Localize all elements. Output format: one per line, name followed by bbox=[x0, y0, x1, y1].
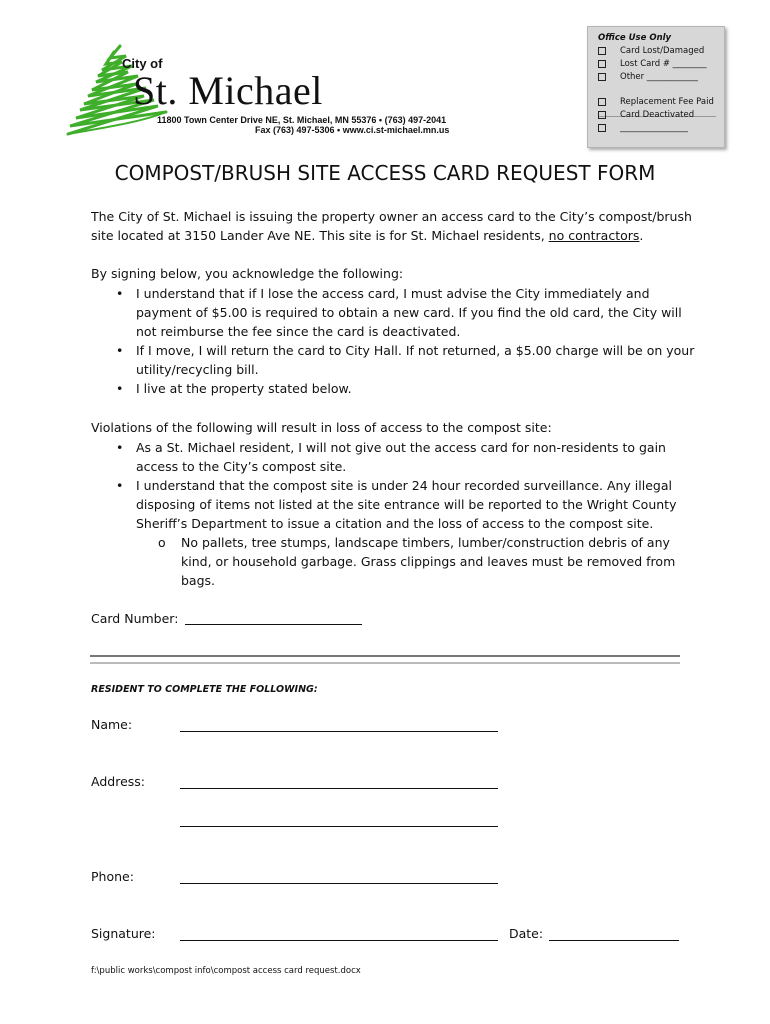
checkbox-icon[interactable] bbox=[598, 73, 606, 81]
sub-bullet-icon: o bbox=[158, 535, 166, 550]
list-item: I understand that if I lose the access card, I must advise the City immediately and payment of $5.00 is required to obtain a new card. If you find the old card, the City will not reimburse the fee since the card is deactivated. bbox=[136, 286, 682, 339]
file-path-footer: f:\public works\compost info\compost access card request.docx bbox=[91, 966, 361, 976]
acknowledge-heading: By signing below, you acknowledge the following: bbox=[91, 266, 404, 281]
office-use-item[interactable]: ________________ bbox=[598, 123, 688, 133]
office-use-item[interactable]: Replacement Fee Paid bbox=[598, 97, 714, 107]
list-item: I live at the property stated below. bbox=[136, 381, 352, 396]
address-field-line1[interactable] bbox=[180, 788, 498, 789]
checkbox-icon[interactable] bbox=[598, 60, 606, 68]
checkbox-icon[interactable] bbox=[598, 124, 606, 132]
sub-list-item: No pallets, tree stumps, landscape timbers, lumber/construction debris of any kind, or household garbage. Grass clippings and leaves must be removed from bags. bbox=[181, 535, 676, 588]
bullet-icon: • bbox=[116, 478, 124, 493]
logo-address-line2: Fax (763) 497-5306 • www.ci.st-michael.mn.us bbox=[255, 125, 450, 135]
office-use-item[interactable]: Card Lost/Damaged bbox=[598, 46, 704, 56]
office-use-item[interactable]: Other ____________ bbox=[598, 72, 698, 82]
list-item: As a St. Michael resident, I will not give out the access card for non-residents to gain access to the City’s compost site. bbox=[136, 440, 666, 474]
bullet-icon: • bbox=[116, 440, 124, 455]
logo-city-name: St. Michael bbox=[133, 68, 323, 113]
date-field[interactable] bbox=[549, 940, 679, 941]
office-use-item[interactable]: Card Deactivated bbox=[598, 110, 694, 120]
phone-field[interactable] bbox=[180, 883, 498, 884]
phone-label: Phone: bbox=[91, 869, 134, 884]
name-field[interactable] bbox=[180, 731, 498, 732]
date-label: Date: bbox=[509, 926, 544, 941]
logo-city-of: City of bbox=[122, 56, 163, 71]
bullet-icon: • bbox=[116, 286, 124, 301]
address-label: Address: bbox=[91, 774, 145, 789]
bullet-icon: • bbox=[116, 381, 124, 396]
card-number-label: Card Number: bbox=[91, 611, 179, 626]
card-number-field[interactable] bbox=[185, 624, 362, 625]
signature-field[interactable] bbox=[180, 940, 498, 941]
signature-label: Signature: bbox=[91, 926, 156, 941]
logo-address-line1: 11800 Town Center Drive NE, St. Michael, MN 55376 • (763) 497-2041 bbox=[157, 115, 447, 125]
page-title: COMPOST/BRUSH SITE ACCESS CARD REQUEST FORM bbox=[114, 161, 656, 185]
checkbox-icon[interactable] bbox=[598, 111, 606, 119]
section-divider bbox=[90, 655, 680, 664]
violations-heading: Violations of the following will result in loss of access to the compost site: bbox=[91, 420, 552, 435]
checkbox-icon[interactable] bbox=[598, 47, 606, 55]
office-use-box bbox=[587, 26, 725, 148]
name-label: Name: bbox=[91, 717, 133, 732]
list-item: If I move, I will return the card to City Hall. If not returned, a $5.00 charge will be on your utility/recycling bill. bbox=[136, 343, 695, 377]
address-field-line2[interactable] bbox=[180, 826, 498, 827]
list-item: I understand that the compost site is under 24 hour recorded surveillance. Any illegal disposing of items not listed at the site entrance will be reported to the Wright County Sheriff’s Department to issue a citation and the loss of access to the compost site. bbox=[136, 478, 677, 531]
bullet-icon: • bbox=[116, 343, 124, 358]
intro-paragraph: The City of St. Michael is issuing the property owner an access card to the City’s compost/brush site located at 3150 Lander Ave NE. This site is for St. Michael residents, no contractors. bbox=[91, 209, 692, 243]
resident-heading: RESIDENT TO COMPLETE THE FOLLOWING: bbox=[91, 684, 318, 695]
office-use-item[interactable]: Lost Card # ________ bbox=[598, 59, 707, 69]
office-use-title: Office Use Only bbox=[598, 33, 672, 43]
checkbox-icon[interactable] bbox=[598, 98, 606, 106]
